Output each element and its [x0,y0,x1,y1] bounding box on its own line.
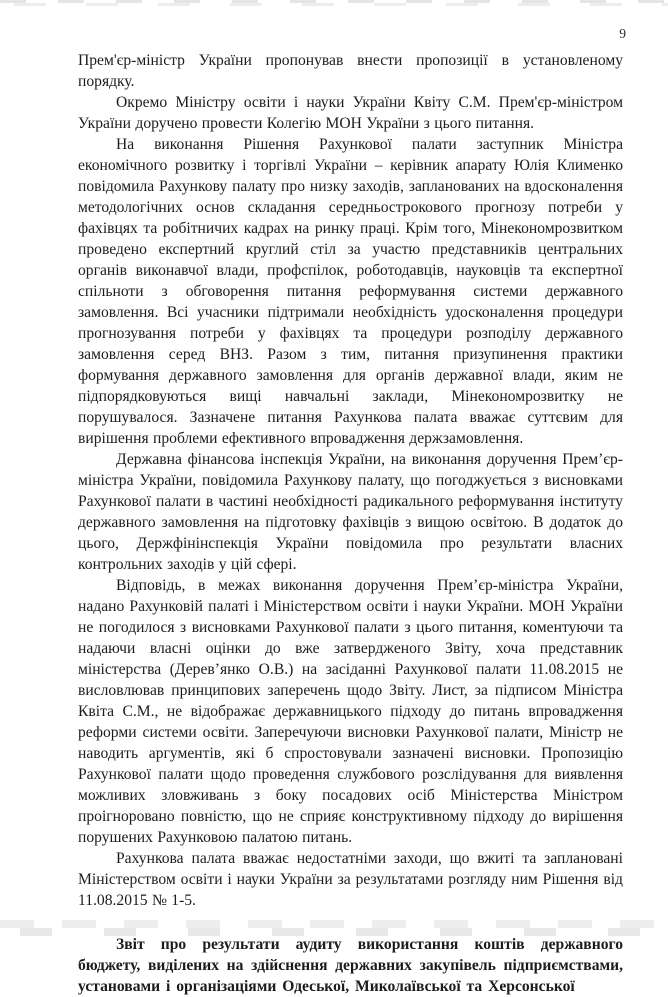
text-block [78,50,623,997]
paragraph: Окремо Міністру освіти і науки України Квіту С.М. Прем'єр-міністром України доручено провести Колегію МОН України з цього питання. [78,94,623,132]
report-heading-paragraph: Звіт про результати аудиту використання коштів державного бюджету, виділених на здійснення державних закупівель підприємствами, установами і організаціями Одеської, Миколаївської та Херсонської [78,936,623,995]
paragraph: Відповідь, в межах виконання доручення Прем’єр-міністра України, надано Рахунковій палаті і Міністерством освіти і науки України. МОН України не погодилося з висновками Рахункової палати з цього питання, коментуючи та надаючи власні оцінки до вже затвердженого Звіту, хоча представник міністерства (Дерев’янко О.В.) на засіданні Рахункової палати 11.08.2015 не висловлював принципових заперечень щодо Звіту. Лист, за підписом Міністра Квіта С.М., не відображає державницького підходу до питань впровадження реформи системи освіти. Заперечуючи висновки Рахункової палати, Міністр не наводить аргументів, які б спростовували зазначені висновки. Пропозицію Рахункової палати щодо проведення службового розслідування для виявлення можливих зловживань з боку посадових осіб Міністерства Міністром проігноровано повністю, що не сприяє конструктивному підходу до вирішення порушених Рахунковою палатою питань. [78,577,623,846]
paragraph: На виконання Рішення Рахункової палати заступник Міністра економічного розвитку і торгівлі України – керівник апарату Юлія Клименко повідомила Рахункову палату про низку заходів, запланованих на вдосконалення методологічних основ складання середньострокового прогнозу потреби у фахівцях та робітничих кадрах на ринку праці. Крім того, Мінекономрозвитком проведено експертний круглий стіл за участю представників центральних органів виконавчої влади, профспілок, роботодавців, науковців та експертної спільноти з обговорення питання реформування системи державного замовлення. Всі учасники підтримали необхідність удосконалення процедури прогнозування потреби у фахівцях та процедури розподілу державного замовлення серед ВНЗ. Разом з тим, питання призупинення практики формування державного замовлення для органів державної влади, яким не підпорядковуються вищі навчальні заклади, Мінекономрозвитку не порушувалося. Зазначене питання Рахункова палата вважає суттєвим для вирішення проблеми ефективного впровадження держзамовлення. [78,136,623,447]
paragraph-continuation: Прем'єр-міністр України пропонував внести пропозиції в установленому порядку. [78,52,623,90]
page-number: 9 [619,26,626,41]
paragraph: Державна фінансова інспекція України, на виконання доручення Прем’єр-міністра України, повідомила Рахункову палату, що погоджується з висновками Рахункової палати в частині необхідності радикального реформування інституту державного замовлення на підготовку фахівців з вищою освітою. В додаток до цього, Держфінінспекція України повідомила про результати власних контрольних заходів у цій сфері. [78,451,623,573]
scan-artifact-top [0,0,668,3]
paragraph: Рахункова палата вважає недостатніми заходи, що вжиті та заплановані Міністерством освіти і науки України за результатами розгляду ним Рішення від 11.08.2015 № 1-5. [78,850,623,909]
scan-artifact-top-secondary [0,3,668,6]
